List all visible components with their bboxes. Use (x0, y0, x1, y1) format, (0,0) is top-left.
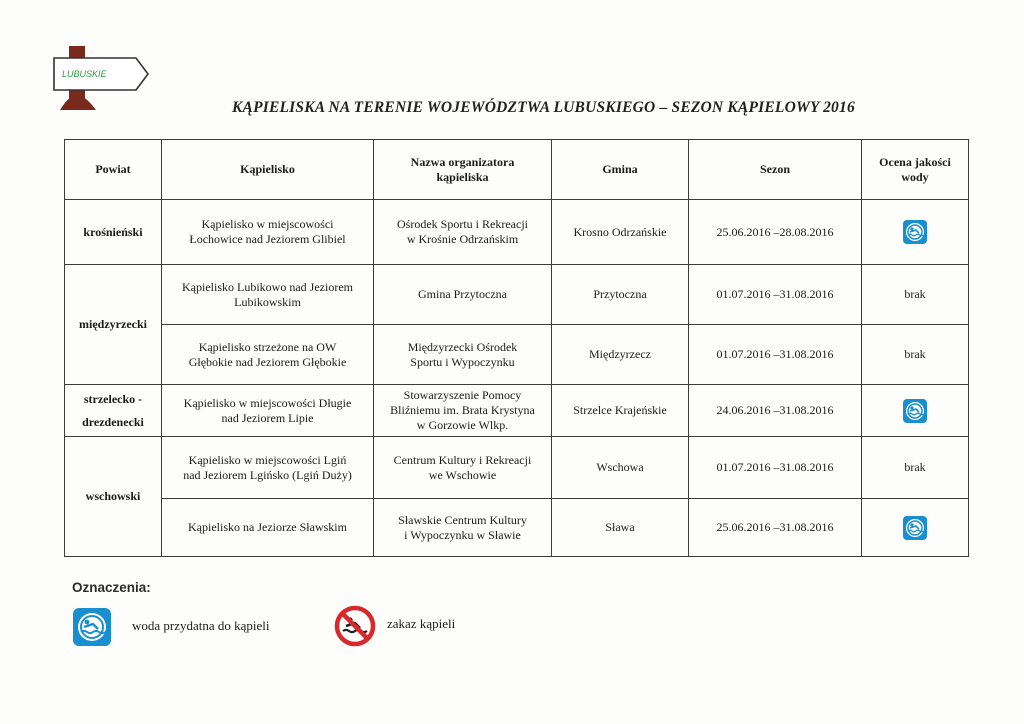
header-powiat: Powiat (65, 140, 162, 200)
organizator-line: Gmina Przytoczna (418, 287, 507, 301)
kapielisko-cell (162, 437, 374, 499)
gmina-cell: Międzyrzecz (552, 325, 689, 385)
table-row (65, 265, 969, 325)
gmina-cell: Krosno Odrzańskie (552, 200, 689, 265)
legend-no-label: zakaz kąpieli (387, 616, 456, 631)
organizator-line: w Krośnie Odrzańskim (406, 232, 519, 246)
gmina-cell: Przytoczna (552, 265, 689, 325)
header-kapielisko: Kąpielisko (162, 140, 374, 200)
organizator-cell (374, 499, 552, 557)
lubuskie-signpost-logo (52, 44, 152, 112)
gmina-cell: Sława (552, 499, 689, 557)
logo-text: LUBUSKIE (62, 69, 107, 79)
ocena-cell: brak (862, 437, 969, 499)
header-gmina: Gmina (552, 140, 689, 200)
ocena-cell: brak (862, 265, 969, 325)
organizator-line: Międzyrzecki Ośrodek (407, 339, 518, 354)
table-row (65, 499, 969, 557)
header-ocena (862, 140, 969, 200)
ocena-cell (862, 499, 969, 557)
powiat-cell: międzyrzecki (65, 265, 162, 385)
kapielisko-line: Kąpielisko w miejscowości Lgiń (188, 452, 347, 467)
powiat-cell: wschowski (65, 437, 162, 557)
sezon-cell: 25.06.2016 –31.08.2016 (689, 499, 862, 557)
kapielisko-line: Głębokie nad Jeziorem Głębokie (188, 354, 347, 369)
swimming-allowed-icon (902, 219, 928, 245)
kapielisko-line: nad Jeziorem Lipie (221, 410, 314, 425)
sezon-cell: 01.07.2016 –31.08.2016 (689, 437, 862, 499)
legend-ok-label: woda przydatna do kąpieli (132, 618, 270, 633)
organizator-cell (374, 325, 552, 385)
organizator-line: i Wypoczynku w Sławie (404, 527, 521, 542)
header-organizator (374, 140, 552, 200)
header-sezon: Sezon (689, 140, 862, 200)
organizator-cell (374, 385, 552, 437)
sezon-cell: 01.07.2016 –31.08.2016 (689, 325, 862, 385)
organizator-cell (374, 200, 552, 265)
header-organizator-line1: Nazwa organizatora (410, 154, 515, 169)
kapielisko-cell (162, 325, 374, 385)
no-swimming-icon (334, 605, 376, 647)
powiat-line: drezdenecki (82, 414, 144, 429)
gmina-cell: Strzelce Krajeńskie (552, 385, 689, 437)
organizator-line: Sławskie Centrum Kultury (398, 512, 527, 527)
table-row (65, 325, 969, 385)
legend-title: Oznaczenia: (72, 580, 151, 595)
organizator-line: Centrum Kultury i Rekreacji (393, 452, 532, 467)
organizator-line: Stowarzyszenie Pomocy (403, 388, 522, 402)
powiat-cell: krośnieński (65, 200, 162, 265)
kapielisko-line: nad Jeziorem Lgińsko (Lgiń Duży) (183, 467, 352, 482)
organizator-line: Sportu i Wypoczynku (410, 354, 515, 369)
table-row (65, 385, 969, 437)
header-organizator-line2: kąpieliska (436, 169, 489, 184)
organizator-line: we Wschowie (428, 467, 497, 482)
kapielisko-line: Kąpielisko na Jeziorze Sławskim (188, 520, 347, 534)
kapielisko-line: Kąpielisko w miejscowości Długie (183, 395, 352, 410)
table-row (65, 200, 969, 265)
organizator-line: w Gorzowie Wlkp. (416, 418, 509, 432)
powiat-line: strzelecko - (83, 391, 143, 406)
kapielisko-line: Kąpielisko strzeżone na OW (198, 339, 337, 354)
gmina-cell: Wschowa (552, 437, 689, 499)
kapielisko-cell (162, 265, 374, 325)
header-ocena-line2: wody (901, 169, 929, 184)
organizator-cell (374, 437, 552, 499)
page-title: KĄPIELISKA NA TERENIE WOJEWÓDZTWA LUBUSKIEGO – SEZON KĄPIELOWY 2016 (232, 99, 855, 116)
organizator-line: Ośrodek Sportu i Rekreacji (397, 217, 528, 231)
kapielisko-line: Lubikowskim (234, 294, 301, 309)
kapielisko-line: Kąpielisko Lubikowo nad Jeziorem (182, 279, 353, 294)
sezon-cell: 01.07.2016 –31.08.2016 (689, 265, 862, 325)
kapielisko-cell (162, 385, 374, 437)
swimming-allowed-icon (72, 607, 112, 647)
organizator-line: Bliźniemu im. Brata Krystyna (390, 403, 535, 417)
ocena-cell (862, 200, 969, 265)
kapielisko-line: Kąpielisko w miejscowości (201, 217, 334, 231)
ocena-cell: brak (862, 325, 969, 385)
kapielisko-line: Łochowice nad Jeziorem Glibiel (189, 232, 346, 246)
organizator-cell (374, 265, 552, 325)
powiat-cell (65, 385, 162, 437)
kapielisko-cell (162, 499, 374, 557)
ocena-cell (862, 385, 969, 437)
swimming-allowed-icon (902, 515, 928, 541)
spacer (69, 407, 157, 415)
bathing-sites-table (64, 139, 969, 557)
table-header-row (65, 140, 969, 200)
swimming-allowed-icon (902, 398, 928, 424)
table-row (65, 437, 969, 499)
header-ocena-line1: Ocena jakości (879, 154, 951, 169)
sezon-cell: 25.06.2016 –28.08.2016 (689, 200, 862, 265)
kapielisko-cell (162, 200, 374, 265)
sezon-cell: 24.06.2016 –31.08.2016 (689, 385, 862, 437)
